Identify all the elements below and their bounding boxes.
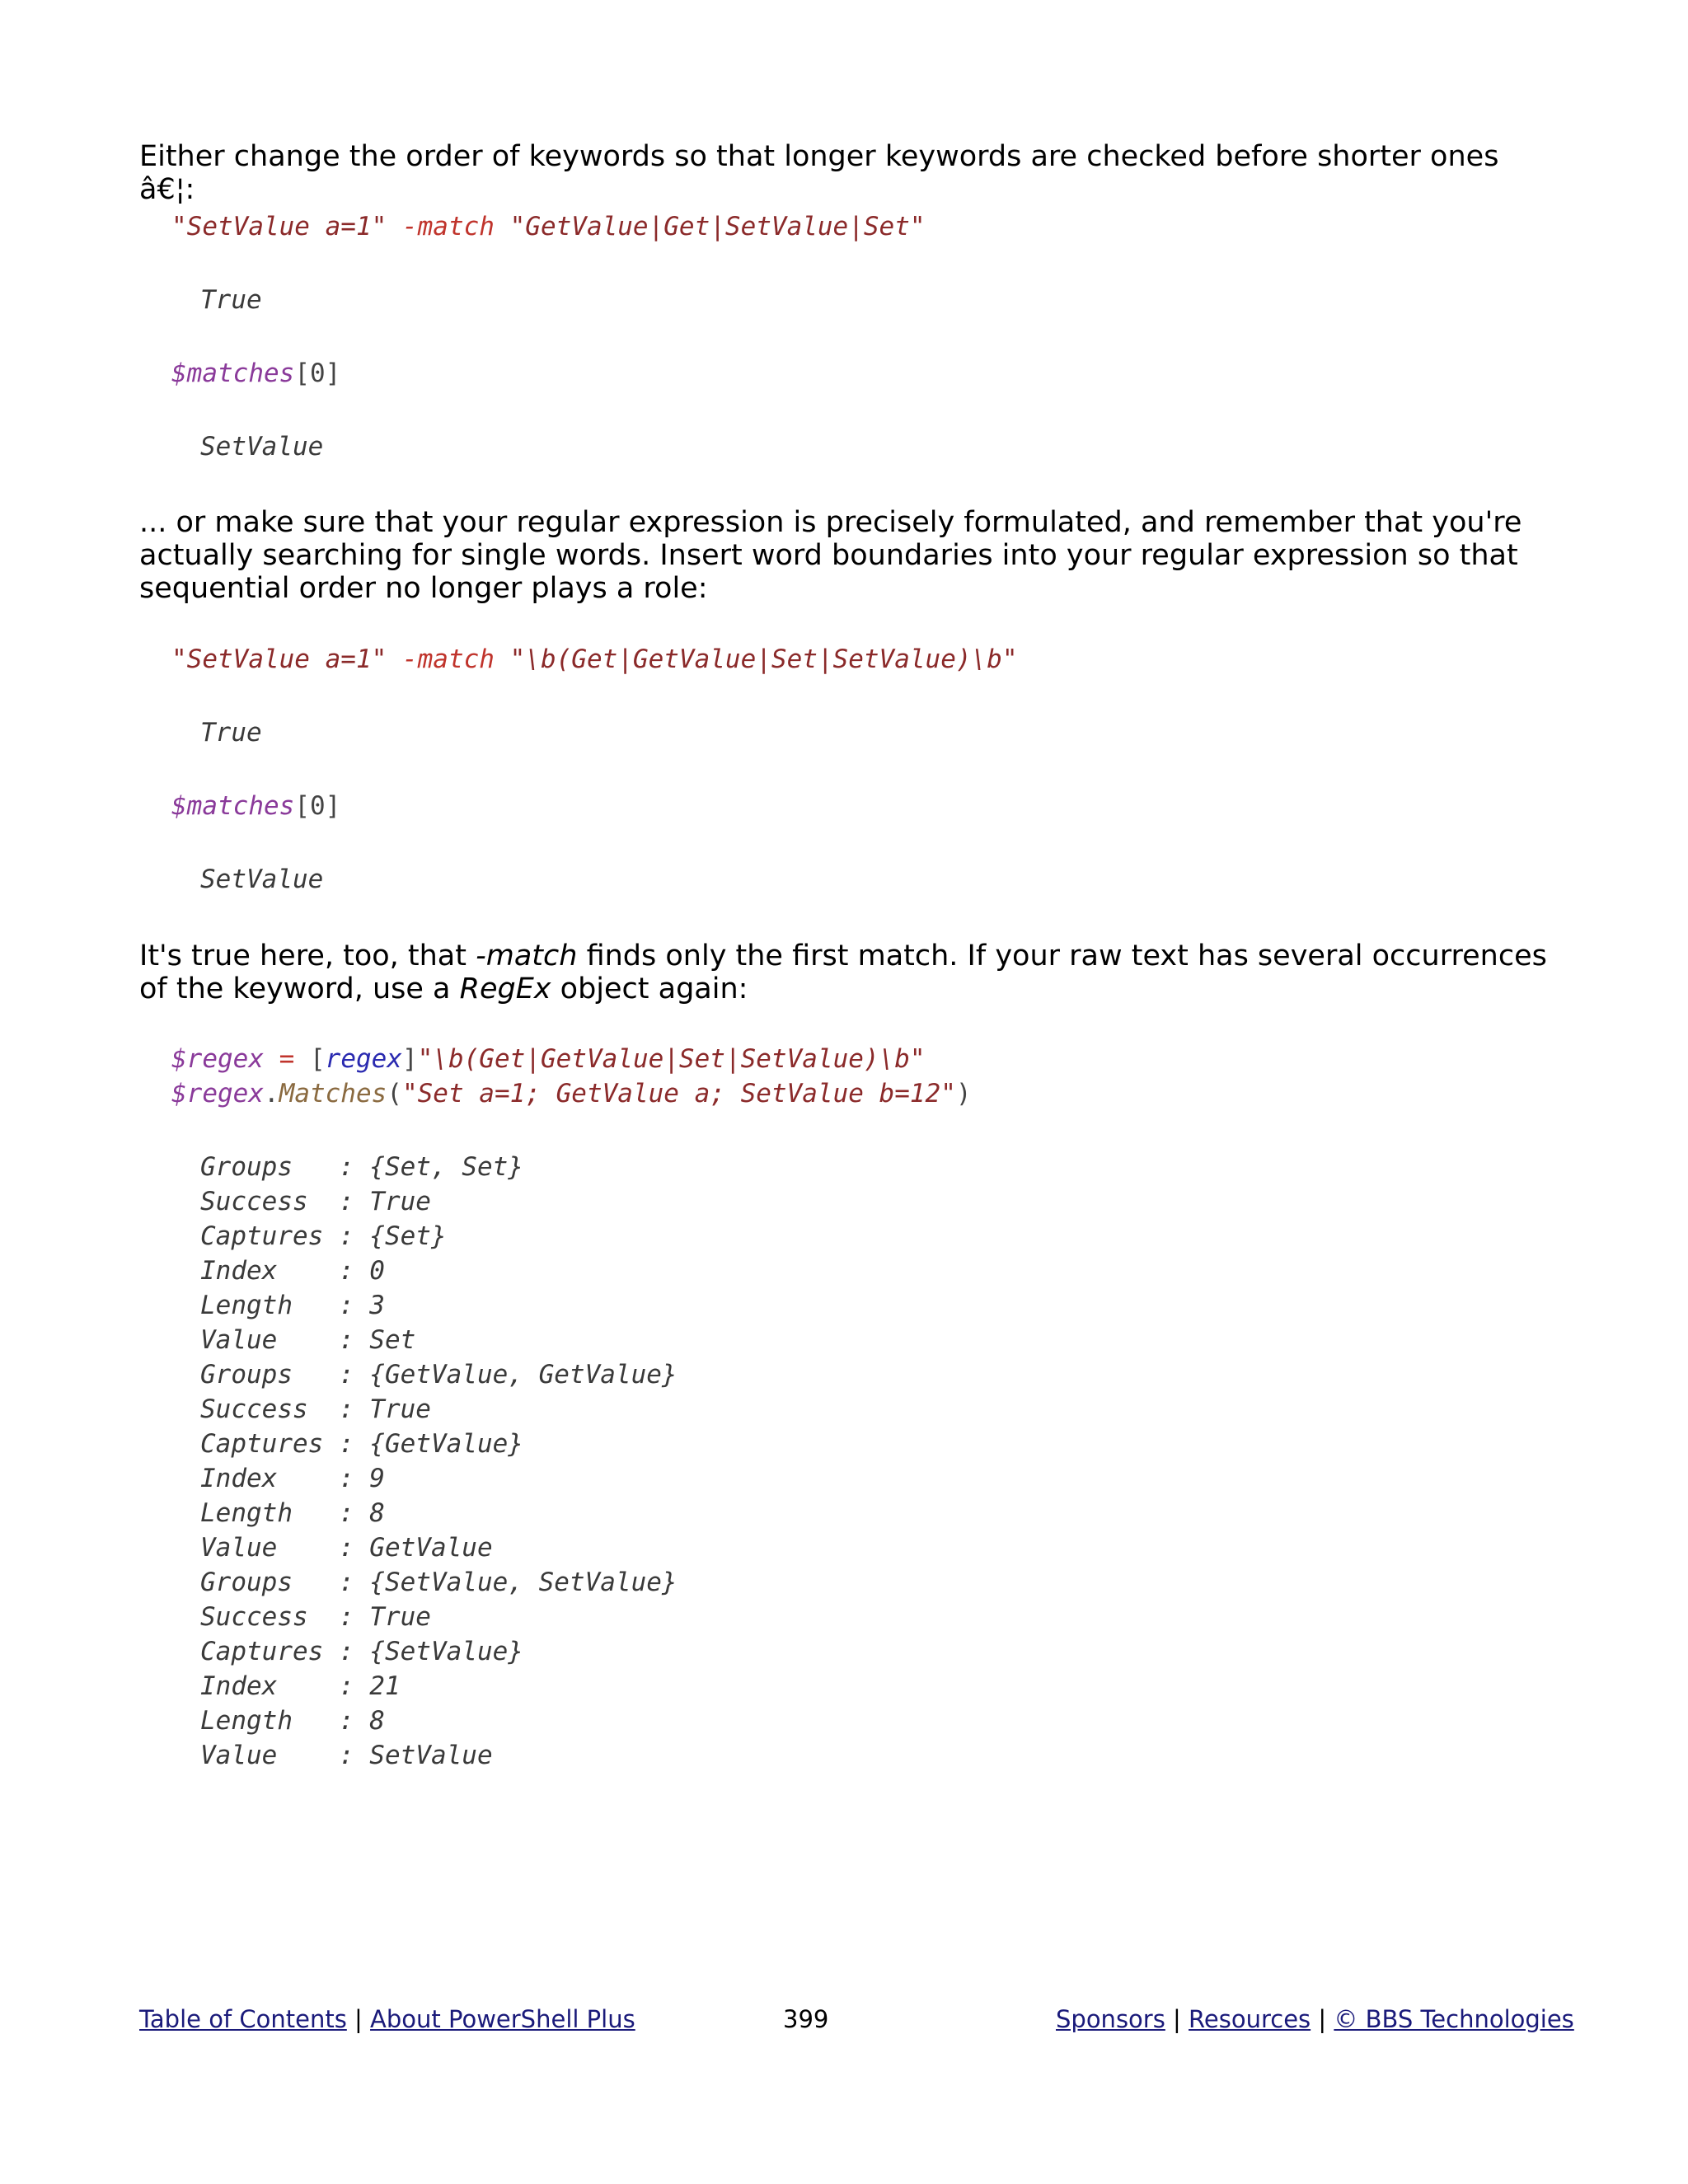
output-row: Length : 3 [200,1291,385,1320]
code-output-true-2: True [200,718,262,748]
paragraph-regex-object [139,940,1557,1005]
code-line-matches-1 [171,356,340,391]
code-variable: $regex [171,1044,264,1074]
code-index: [0] [294,791,341,821]
footer-left [139,2003,635,2036]
code-index: [0] [294,359,341,388]
paragraph-word-boundaries: ... or make sure that your regular expression is precisely formulated, and remember that you're actually searching for single words. Insert word boundaries into your regular expression so that sequential order no longer plays a role: [139,506,1522,605]
output-row: Index : 21 [200,1671,401,1701]
code-string: "SetValue a=1" [171,644,387,674]
code-string: "\b(Get|GetValue|Set|SetValue)\b" [509,644,1018,674]
output-row: Captures : {Set} [200,1221,447,1251]
output-row: Success : True [200,1187,431,1216]
paragraph-text: object again: [551,972,748,1005]
code-operator: -match [401,644,495,674]
code-string: "\b(Get|GetValue|Set|SetValue)\b" [417,1044,926,1074]
output-row: Groups : {Set, Set} [200,1152,523,1182]
code-variable: $matches [171,791,295,821]
paragraph-order-keywords: Either change the order of keywords so that longer keywords are checked before shorter ones â€¦: [139,140,1499,206]
code-output-block [200,1150,678,1773]
paragraph-text: It's true here, too, that [139,940,476,972]
code-paren: ( [387,1079,402,1108]
table-of-contents-link[interactable]: Table of Contents [139,2005,347,2033]
sponsors-link[interactable]: Sponsors [1056,2005,1165,2033]
code-type: regex [325,1044,402,1074]
output-row: Value : Set [200,1325,416,1355]
footer-separator: | [346,2005,371,2033]
output-row: Success : True [200,1602,431,1632]
footer-separator: | [1311,2005,1334,2033]
footer-right [1056,2003,1574,2036]
code-string: "GetValue|Get|SetValue|Set" [509,212,926,241]
output-row: Groups : {SetValue, SetValue} [200,1568,678,1597]
paragraph-text: finds only the first match. If your raw text has several occurrences of the keyword, use a [139,940,1547,1005]
output-row: Value : SetValue [200,1741,493,1770]
code-variable: $matches [171,359,295,388]
code-line-regex-assign [171,1042,926,1076]
code-output-value-2: SetValue [200,865,324,894]
resources-link[interactable]: Resources [1189,2005,1311,2033]
code-line-regex-matches [171,1076,972,1111]
code-line-matches-2 [171,789,340,823]
code-method: Matches [279,1079,387,1108]
output-row: Groups : {GetValue, GetValue} [200,1360,678,1390]
output-row: Index : 0 [200,1256,385,1286]
code-output-value-1: SetValue [200,432,324,462]
output-row: Length : 8 [200,1498,385,1528]
page-number: 399 [783,2005,829,2033]
code-line-match-2 [171,642,1018,677]
output-row: Success : True [200,1394,431,1424]
code-line-match-1 [171,209,926,244]
code-operator: = [263,1044,310,1074]
output-row: Captures : {GetValue} [200,1429,523,1459]
code-variable: $regex [171,1079,264,1108]
footer-separator: | [1165,2005,1189,2033]
output-row: Length : 8 [200,1706,385,1736]
code-dot: . [263,1079,279,1108]
code-bracket: [ [309,1044,326,1074]
code-paren: ) [955,1079,972,1108]
about-powershell-plus-link[interactable]: About PowerShell Plus [370,2005,635,2033]
output-row: Captures : {SetValue} [200,1637,523,1666]
code-output-true-1: True [200,285,262,315]
paragraph-emphasis-match: -match [476,940,578,972]
code-operator: -match [401,212,495,241]
bbs-technologies-link[interactable]: © BBS Technologies [1334,2005,1574,2033]
output-row: Index : 9 [200,1464,385,1493]
code-string: "SetValue a=1" [171,212,387,241]
code-bracket: ] [401,1044,418,1074]
code-string: "Set a=1; GetValue a; SetValue b=12" [401,1079,956,1108]
output-row: Value : GetValue [200,1533,493,1563]
paragraph-emphasis-regex: RegEx [459,972,551,1005]
